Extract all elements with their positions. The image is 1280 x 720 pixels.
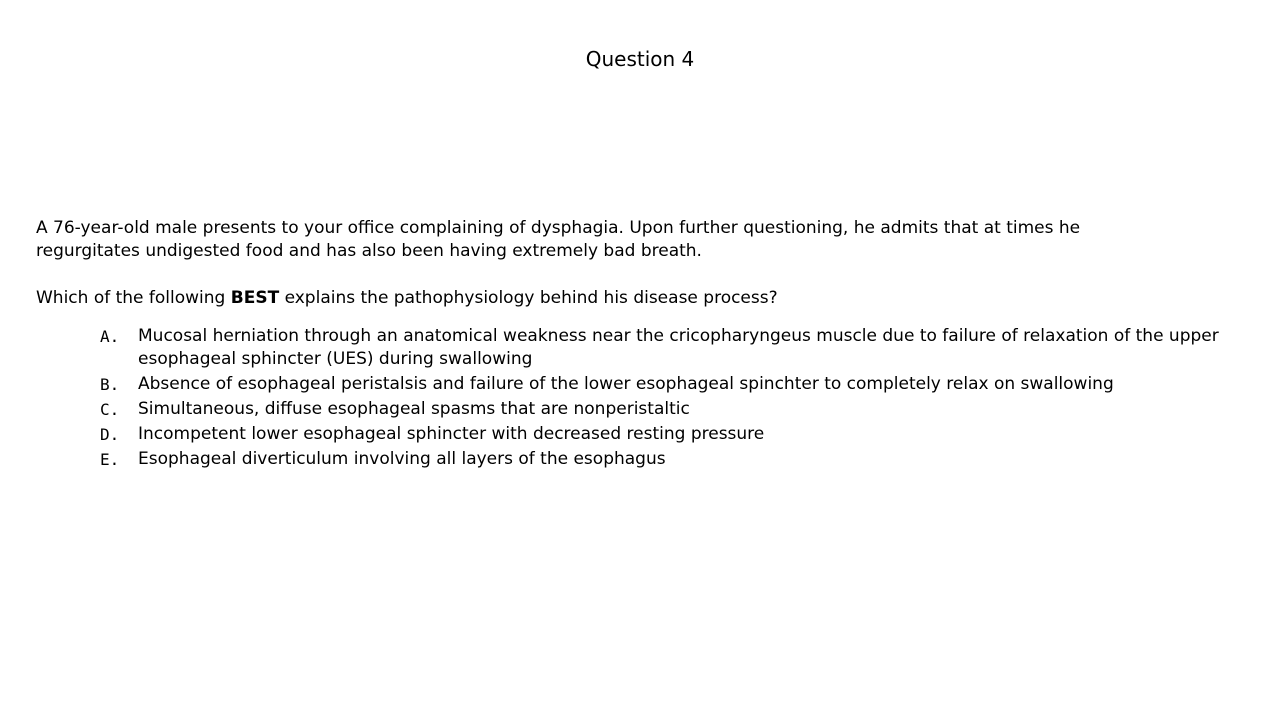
option-letter: D. bbox=[100, 425, 120, 444]
stem-line-1: A 76-year-old male presents to your office complaining of dysphagia. Upon further questioning, he admits that at times he bbox=[36, 218, 1081, 238]
option-letter: A. bbox=[100, 327, 120, 346]
answer-option-a[interactable] bbox=[100, 325, 1270, 371]
slide-title: Question 4 bbox=[585, 47, 695, 71]
question-stem bbox=[36, 217, 1256, 263]
option-letter: E. bbox=[100, 450, 120, 469]
answer-option-e[interactable] bbox=[100, 448, 1270, 471]
option-text: Incompetent lower esophageal sphincter with decreased resting pressure bbox=[138, 424, 765, 444]
option-text: Simultaneous, diffuse esophageal spasms that are nonperistaltic bbox=[138, 399, 690, 419]
stem-line-2: regurgitates undigested food and has also been having extremely bad breath. bbox=[36, 241, 702, 261]
question-prompt bbox=[36, 287, 1256, 310]
question-prefix: Which of the following bbox=[36, 288, 231, 308]
option-text: Mucosal herniation through an anatomical weakness near the cricopharyngeus muscle due to failure of relaxation of the upper esophageal sphincter (UES) during swallowing bbox=[138, 326, 1219, 369]
option-text: Esophageal diverticulum involving all layers of the esophagus bbox=[138, 449, 666, 469]
question-suffix: explains the pathophysiology behind his disease process? bbox=[279, 288, 778, 308]
question-emphasis: BEST bbox=[230, 288, 280, 308]
option-text: Absence of esophageal peristalsis and failure of the lower esophageal spinchter to completely relax on swallowing bbox=[138, 374, 1114, 394]
answer-option-b[interactable] bbox=[100, 373, 1270, 396]
answer-options bbox=[100, 325, 1270, 473]
option-letter: B. bbox=[100, 375, 120, 394]
option-letter: C. bbox=[100, 400, 120, 419]
answer-option-d[interactable] bbox=[100, 423, 1270, 446]
answer-option-c[interactable] bbox=[100, 398, 1270, 421]
